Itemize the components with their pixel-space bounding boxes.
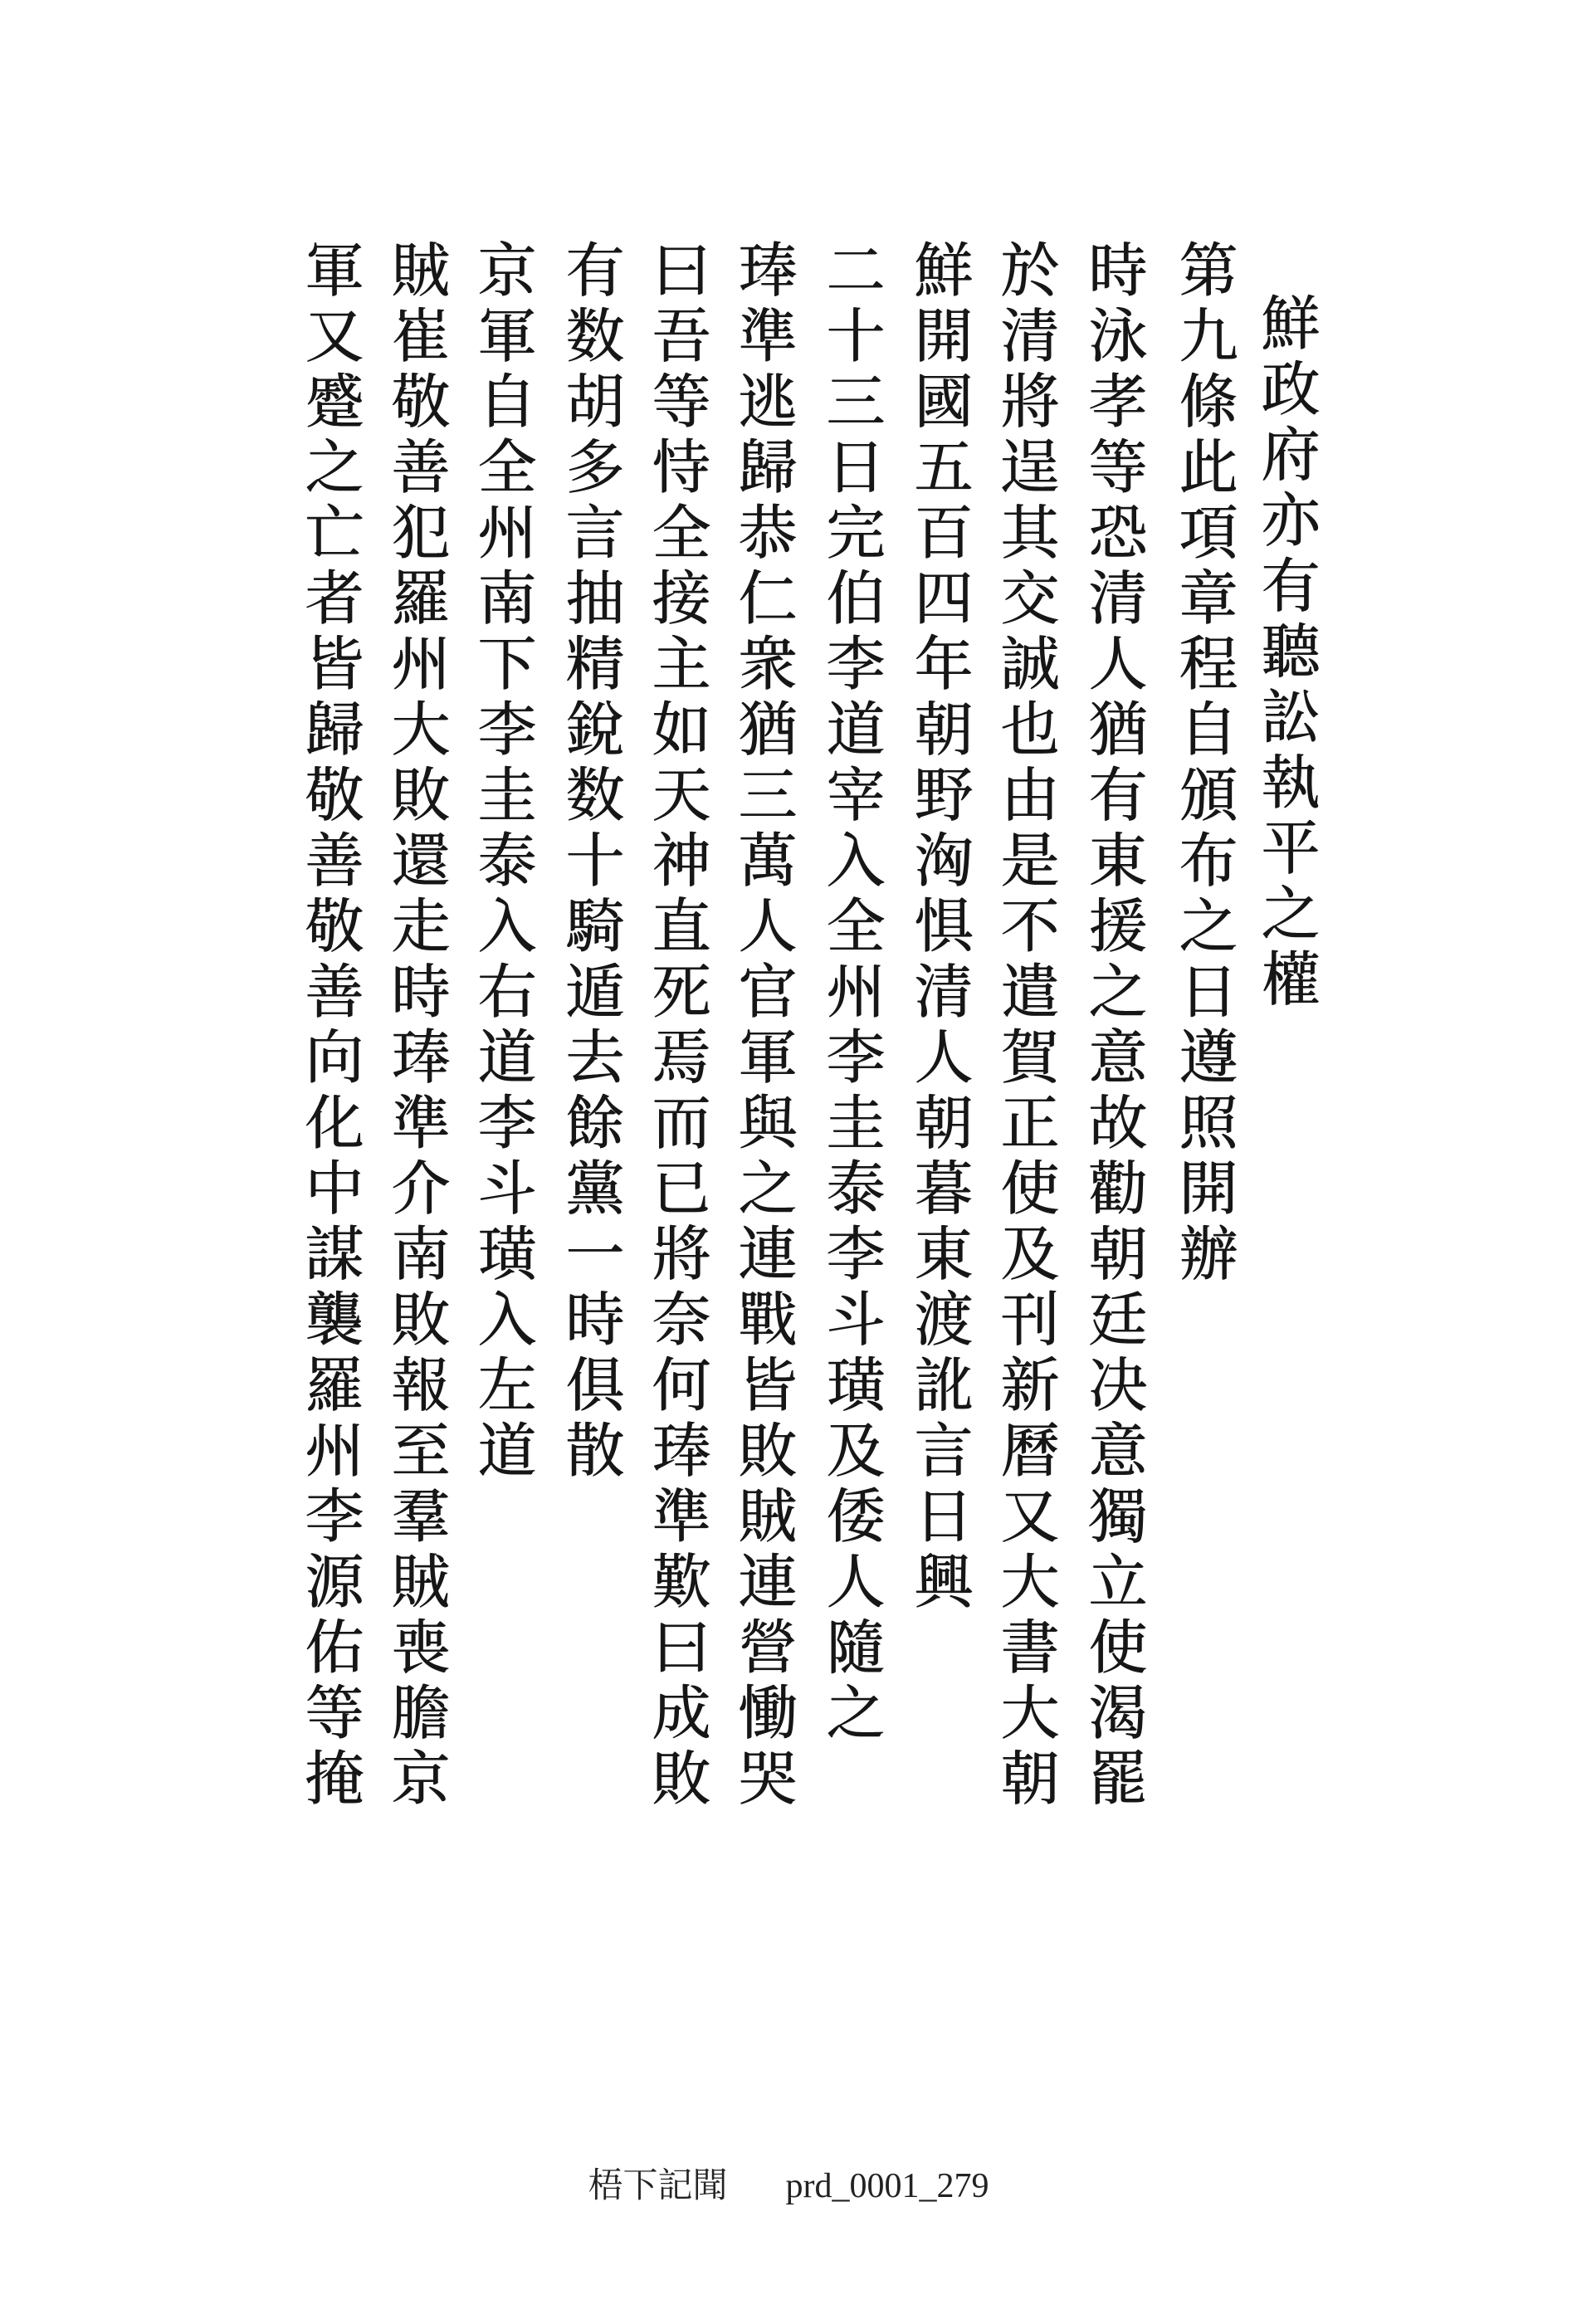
text-column-10: 京軍自全州南下李圭泰入右道李斗璜入左道	[468, 239, 537, 1485]
page-identifier: prd_0001_279	[785, 2167, 989, 2205]
text-column-11: 賊崔敬善犯羅州大敗還走時琫準介南敗報至羣賊喪膽京	[382, 239, 451, 1813]
text-column-5: 鮮開國五百四年朝野洶惧清人朝暮東渡訛言日興	[905, 239, 974, 1616]
text-column-1: 鮮政府亦有聽訟執平之權	[1252, 292, 1321, 1013]
text-column-7: 琫準逃歸恭仁衆猶三萬人官軍與之連戰皆敗賊連營慟哭	[729, 239, 798, 1813]
text-column-8: 曰吾等恃全接主如天神直死焉而已將奈何琫準歎曰成敗	[642, 239, 711, 1813]
text-column-9: 有数胡多言抽精銳数十騎遁去餘黨一時俱散	[556, 239, 625, 1485]
page-footer	[0, 2158, 1577, 2208]
text-column-12: 軍又蹙之亡者皆歸敬善敬善向化中謀襲羅州李源佑等掩	[295, 239, 364, 1813]
text-column-3: 時泳孝等恐清人猶有東援之意故勸朝廷决意獨立使渴罷	[1079, 239, 1148, 1813]
text-column-4: 於清將逞其交誠也由是不遣賀正使及刊新曆又大書大朝	[991, 239, 1060, 1813]
text-column-6: 二十三日完伯李道宰入全州李圭泰李斗璜及倭人隨之	[817, 239, 886, 1747]
text-column-2: 第九條此項章程自頒布之日遵照開辦	[1169, 239, 1238, 1288]
book-title: 梧下記聞	[588, 2167, 728, 2205]
